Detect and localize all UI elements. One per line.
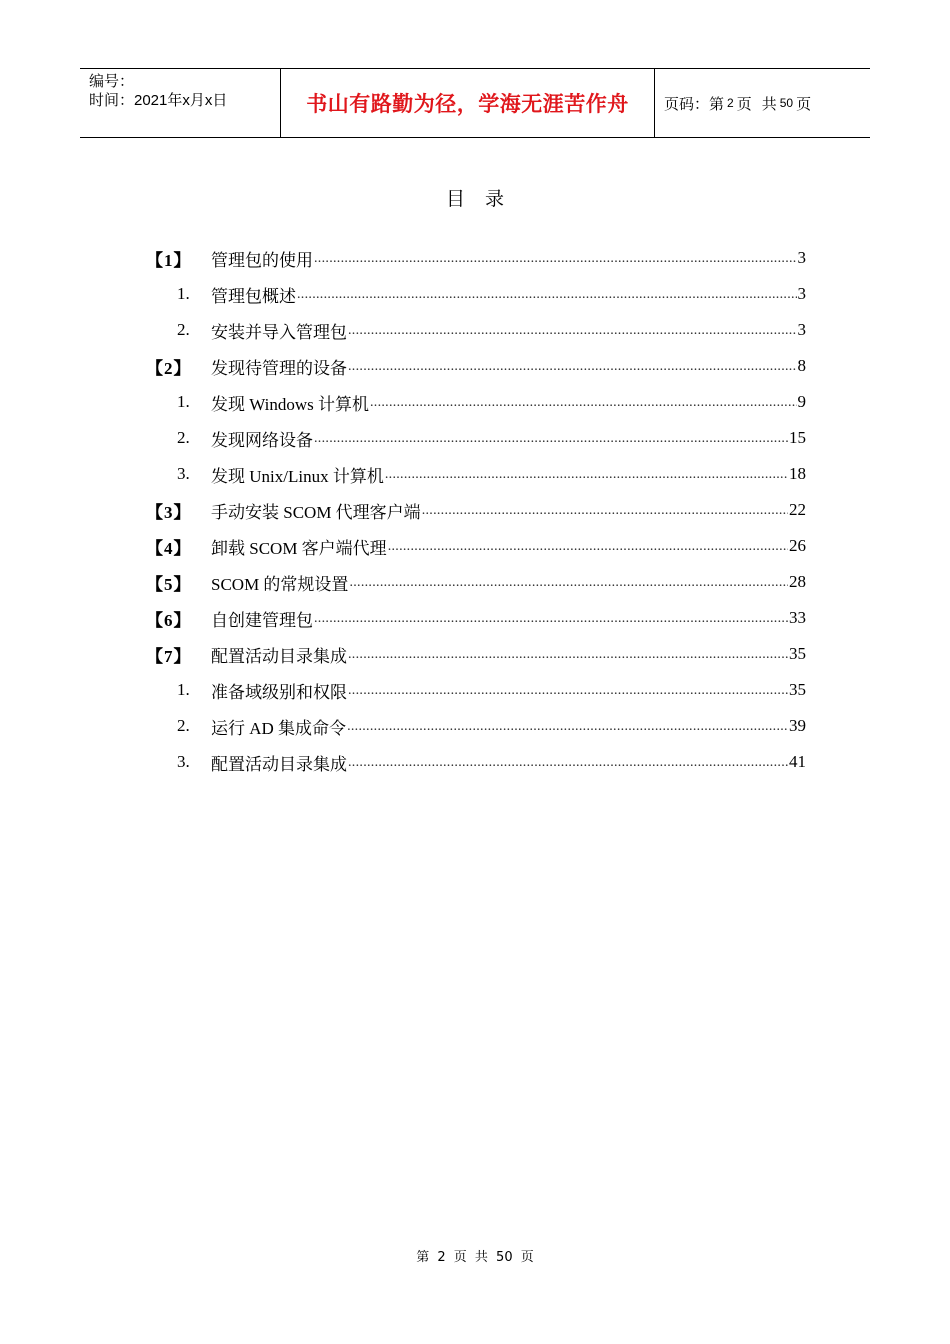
toc-entry-number: 【3】: [146, 502, 192, 522]
toc-entry[interactable]: [146, 636, 806, 672]
toc-entry[interactable]: [146, 528, 806, 564]
toc-leader-dots: [347, 719, 788, 744]
toc-leader-dots: [370, 395, 797, 420]
toc-entry-page: 9: [797, 392, 806, 411]
toc-entry-page: 3: [797, 284, 806, 303]
toc-entry-number: 【7】: [146, 646, 192, 666]
toc-entry-page: 35: [789, 680, 806, 699]
toc-entry-page: 3: [797, 248, 806, 267]
toc-entry-number: 1.: [177, 392, 190, 411]
toc-entry-page: 33: [789, 608, 806, 627]
toc-leader-dots: [348, 755, 788, 780]
toc-entry-title: 配置活动目录集成: [211, 646, 347, 666]
header-meta: [80, 69, 281, 137]
toc-leader-dots: [348, 647, 788, 672]
toc-entry-number: 1.: [177, 284, 190, 303]
toc-entry[interactable]: [146, 564, 806, 600]
toc-entry-number: 3.: [177, 752, 190, 771]
toc-entry-title: 发现网络设备: [211, 430, 313, 450]
toc-entry[interactable]: [146, 708, 806, 744]
toc-entry-number: 1.: [177, 680, 190, 699]
toc-entry[interactable]: [146, 600, 806, 636]
toc-leader-dots: [348, 359, 797, 384]
toc-leader-dots: [388, 539, 788, 564]
toc-entry[interactable]: [146, 456, 806, 492]
toc-entry-number: 【6】: [146, 610, 192, 630]
toc-entry-title: 手动安装 SCOM 代理客户端: [211, 502, 421, 522]
toc-title: 目录: [445, 189, 524, 210]
toc-entry[interactable]: [146, 492, 806, 528]
toc-entry-page: 26: [789, 536, 806, 555]
toc-entry-page: 35: [789, 644, 806, 663]
toc-entry-number: 3.: [177, 464, 190, 483]
toc-entry-number: 2.: [177, 716, 190, 735]
toc-entry-page: 15: [789, 428, 806, 447]
header-id-label: 编号：: [89, 73, 135, 90]
toc-entry-title: 准备域级别和权限: [211, 682, 347, 702]
table-of-contents: [146, 240, 806, 780]
toc-entry[interactable]: [146, 384, 806, 420]
toc-entry[interactable]: [146, 672, 806, 708]
toc-entry-title: 发现待管理的设备: [211, 358, 347, 378]
toc-entry-title: 安装并导入管理包: [211, 322, 347, 342]
header-page-current: 2: [727, 96, 734, 110]
header-page-prefix: 页码：第: [664, 95, 725, 113]
toc-leader-dots: [314, 611, 788, 636]
toc-entry[interactable]: [146, 420, 806, 456]
toc-leader-dots: [385, 467, 788, 492]
toc-entry-title: 管理包的使用: [211, 250, 313, 270]
toc-entry-number: 【5】: [146, 574, 192, 594]
toc-entry[interactable]: [146, 276, 806, 312]
toc-leader-dots: [422, 503, 788, 528]
toc-entry-page: 28: [789, 572, 806, 591]
toc-entry-number: 【1】: [146, 250, 192, 270]
toc-entry[interactable]: [146, 312, 806, 348]
toc-entry-title: 自创建管理包: [211, 610, 313, 630]
toc-entry-number: 【2】: [146, 358, 192, 378]
toc-entry-page: 22: [789, 500, 806, 519]
header-page-suffix: 页: [796, 95, 812, 113]
page-footer: 第 2 页 共 50 页: [416, 1250, 534, 1265]
header-page-mid: 页: [736, 95, 752, 113]
toc-entry[interactable]: [146, 348, 806, 384]
header-page-total-prefix: 共: [761, 95, 777, 113]
toc-entry[interactable]: [146, 240, 806, 276]
toc-leader-dots: [348, 683, 788, 708]
toc-entry-number: 【4】: [146, 538, 192, 558]
toc-leader-dots: [349, 575, 788, 600]
header-page-info: [655, 69, 870, 137]
header-time-label: 时间：2021年x月x日: [89, 92, 228, 109]
toc-entry-title: 发现 Windows 计算机: [211, 394, 369, 414]
toc-leader-dots: [314, 251, 797, 276]
toc-entry-title: 发现 Unix/Linux 计算机: [211, 466, 384, 486]
toc-entry-page: 41: [789, 752, 806, 771]
toc-leader-dots: [348, 323, 797, 348]
toc-entry-page: 39: [789, 716, 806, 735]
toc-entry-page: 8: [797, 356, 806, 375]
toc-entry-number: 2.: [177, 320, 190, 339]
toc-entry[interactable]: [146, 744, 806, 780]
toc-entry-title: 管理包概述: [211, 286, 296, 306]
header-page-total: 50: [779, 96, 794, 110]
toc-entry-page: 3: [797, 320, 806, 339]
header-motto: 书山有路勤为径，学海无涯苦作舟: [281, 69, 655, 137]
toc-leader-dots: [314, 431, 788, 456]
page-header: [80, 68, 870, 138]
toc-entry-title: 配置活动目录集成: [211, 754, 347, 774]
toc-entry-title: SCOM 的常规设置: [211, 574, 349, 594]
toc-entry-title: 卸载 SCOM 客户端代理: [211, 538, 387, 558]
toc-entry-number: 2.: [177, 428, 190, 447]
toc-entry-title: 运行 AD 集成命令: [211, 718, 347, 738]
toc-leader-dots: [297, 287, 797, 312]
toc-entry-page: 18: [789, 464, 806, 483]
